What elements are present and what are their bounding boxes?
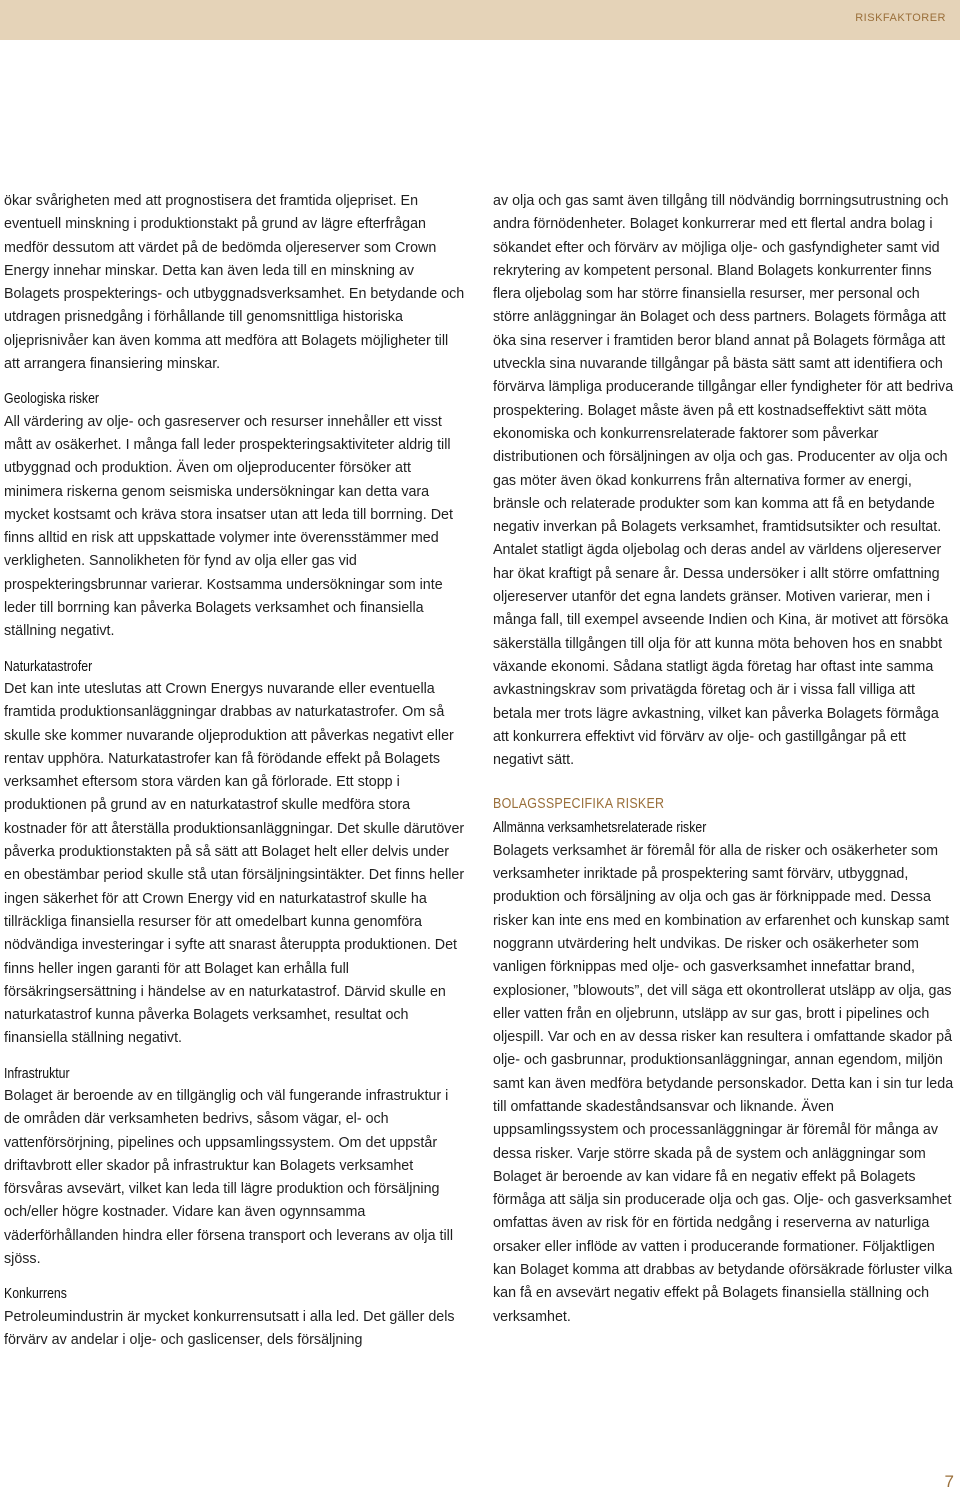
heading-geologiska-risker: Geologiska risker (4, 390, 100, 408)
section-label: RISKFAKTORER (855, 12, 946, 24)
left-column (4, 190, 466, 1352)
heading-infrastruktur: Infrastruktur (4, 1064, 70, 1082)
paragraph-konkurrens-continued: av olja och gas samt även tillgång till nödvändig borrningsutrustning och andra förnödenheter. Bolaget konkurrerar med ett flertal andra bolag i sökandet efter och förvärv av möjliga olje- och gasfyndigheter samt vid rekrytering av kompetent personal. Bland Bolagets konkurrenter finns flera oljebolag som har större finansiella resurser, mer personal och större anläggningar än Bolaget och dess partners. Bolagets förmåga att öka sina reserver i framtiden beror bland annat på Bolagets förmåga att utveckla sina nuvarande tillgångar på bästa sätt samt att identifiera och förvärva lämpliga producerande tillgångar eller fyndigheter för att bedriva prospektering. Bolaget måste även på ett kostnadseffektivt sätt möta ekonomiska och konkurrensrelaterade faktorer som påverkar distributionen och försäljningen av olja och gas. Producenter av olja och gas möter även ökad konkurrens från alternativa former av energi, bränsle och relaterade produkter som kan komma att få en betydande negativ inverkan på Bolagets verksamhet, framtidsutsikter och resultat. Antalet statligt ägda oljebolag och deras andel av världens oljereserver har ökat kraftigt på senare år. Dessa undersöker i allt större omfattning oljereserver utanför det egna landets gränser. Motiven varierar, men i många fall, till exempel avseende Indien och Kina, är motivet att försöka säkerställa tillgången till olja för att kunna möta behoven hos en snabbt växande ekonomi. Sådana statligt ägda företag har oftast inte samma avkastningskrav som privatägda företag och är i vissa fall villiga att betala mer trots lägre avkastning, vilket kan påverka Bolagets förmåga att konkurrera effektivt vid förvärv av olje- och gastillgångar på ett negativt sätt. (493, 193, 954, 769)
page-number: 7 (944, 1472, 954, 1491)
paragraph-infrastruktur: Bolaget är beroende av en tillgänglig och väl fungerande infrastruktur i de områden där verksamheten bedrivs, såsom vägar, el- och vattenförsörjning, pipelines och uppsamlingssystem. Om det uppstår driftavbrott eller skador på infrastruktur kan Bolagets verksamhet försvåras avsevärt, vilket kan leda till lägre produktion och försäljning och/eller högre kostnader. Vidare kan även ogynnsamma väderförhållanden hindra eller försena transport och leverans av olja till sjöss. (4, 1087, 454, 1268)
paragraph-allmanna-verksamhetsrelaterade-risker: Bolagets verksamhet är föremål för alla de risker och osäkerheter som verksamheter inriktade på prospektering samt förvärv, utbyggnad, produktion och försäljning av olja och gas är förknippade med. Dessa risker kan inte ens med en kombination av erfarenhet och kunskap samt noggrann utvärdering helt undvikas. De risker och osäkerheter som vanligen förknippas med olje- och gasverksamhet innefattar brand, explosioner, ”blowouts”, det vill säga ett okontrollerat utsläpp av olja, gas eller vatten från en oljebrunn, utsläpp av sur gas, brott i pipelines och oljespill. Var och en av dessa risker kan resultera i omfattande skador på olje- och gasbrunnar, produktionsanläggningar, annan egendom, miljön samt kan även medföra betydande personskador. Detta kan i sin tur leda till omfattande skadeståndsansvar och liknande. Även uppsamlingssystem och processanläggningar är föremål för många av dessa risker. Varje större skada på de system och anläggningar som Bolaget är beroende av kan vidare få en negativ effekt på Bolagets förmåga att sälja sin producerade olja och gas. Olje- och gasverksamhet omfattas även av risk för en förtida nedgång i reserverna av naturliga orsaker eller inflöde av vatten i producerande formationer. Följaktligen kan Bolaget komma att drabbas av betydande oförsäkrade förluster vilka kan få en avsevärt negativ effekt på Bolagets finansiella ställning och verksamhet. (493, 842, 954, 1325)
right-column (493, 190, 956, 1329)
paragraph-naturkatastrofer: Det kan inte uteslutas att Crown Energys nuvarande eller eventuella framtida produktionsanläggningar drabbas av naturkatastrofer. Om så skulle ske kommer nuvarande oljeproduktion att påverkas negativt eller rentav upphöra. Naturkatastrofer kan få förödande effekt på Bolagets verksamhet eftersom stora värden kan gå förlorade. Ett stopp i produktionen på grund av en naturkatastrof skulle medföra stora kostnader för att återställa produktionsanläggningar. Det skulle därutöver påverka produktionstakten på så sätt att Bolaget helt eller delvis under en obestämbar period skulle stå utan försäljningsintäkter. Det finns heller ingen säkerhet för att Crown Energy vid en naturkatastrof skulle ha tillräckliga finansiella resurser för att omedelbart kunna genomföra nödvändiga investeringar i syfte att snarast återuppta produktionen. Det finns heller ingen garanti för att Bolaget kan erhålla full försäkringsersättning i händelse av en naturkatastrof. Därvid skulle en naturkatastrof kunna påverka Bolagets verksamhet, resultat och finansiella ställning negativt. (4, 680, 465, 1047)
header-band (0, 0, 960, 40)
intro-paragraph: ökar svårigheten med att prognostisera det framtida oljepriset. En eventuell minskning i produktionstakt på grund av lägre efterfrågan medför dessutom att värdet på de bedömda oljereserver som Crown Energy innehar minskar. Detta kan även leda till en minskning av Bolagets prospekterings- och utbyggnadsverksamhet. En betydande och utdragen prisnedgång i förhållande till genomsnittliga historiska oljeprisnivåer kan även komma att medföra att Bolagets möjligheter till att arrangera finansiering minskar. (4, 193, 465, 373)
heading-naturkatastrofer: Naturkatastrofer (4, 657, 93, 675)
section-heading-bolagsspecifika-risker: BOLAGSSPECIFIKA RISKER (493, 796, 665, 813)
paragraph-geologiska-risker: All värdering av olje- och gasreserver och resurser innehåller ett visst mått av osäkerhet. I många fall leder prospekteringsaktiviteter aldrig till utbyggnad och produktion. Även om oljeproducenter försöker att minimera riskerna genom seismiska undersökningar kan detta vara mycket kostsamt och kräva stora insatser utan att leda till borrning. Det finns alltid en risk att uppskattade volymer inte överensstämmer med verkligheten. Sannolikheten för fynd av olja eller gas vid prospekteringsbrunnar varierar. Kostsamma undersökningar som inte leder till borrning kan påverka Bolagets verksamhet och finansiella ställning negativt. (4, 413, 453, 640)
heading-konkurrens: Konkurrens (4, 1285, 67, 1303)
heading-allmanna-verksamhetsrelaterade-risker: Allmänna verksamhetsrelaterade risker (493, 819, 707, 837)
paragraph-konkurrens: Petroleumindustrin är mycket konkurrensutsatt i alla led. Det gäller dels förvärv av andelar i olje- och gaslicenser, dels försäljning (4, 1308, 455, 1348)
